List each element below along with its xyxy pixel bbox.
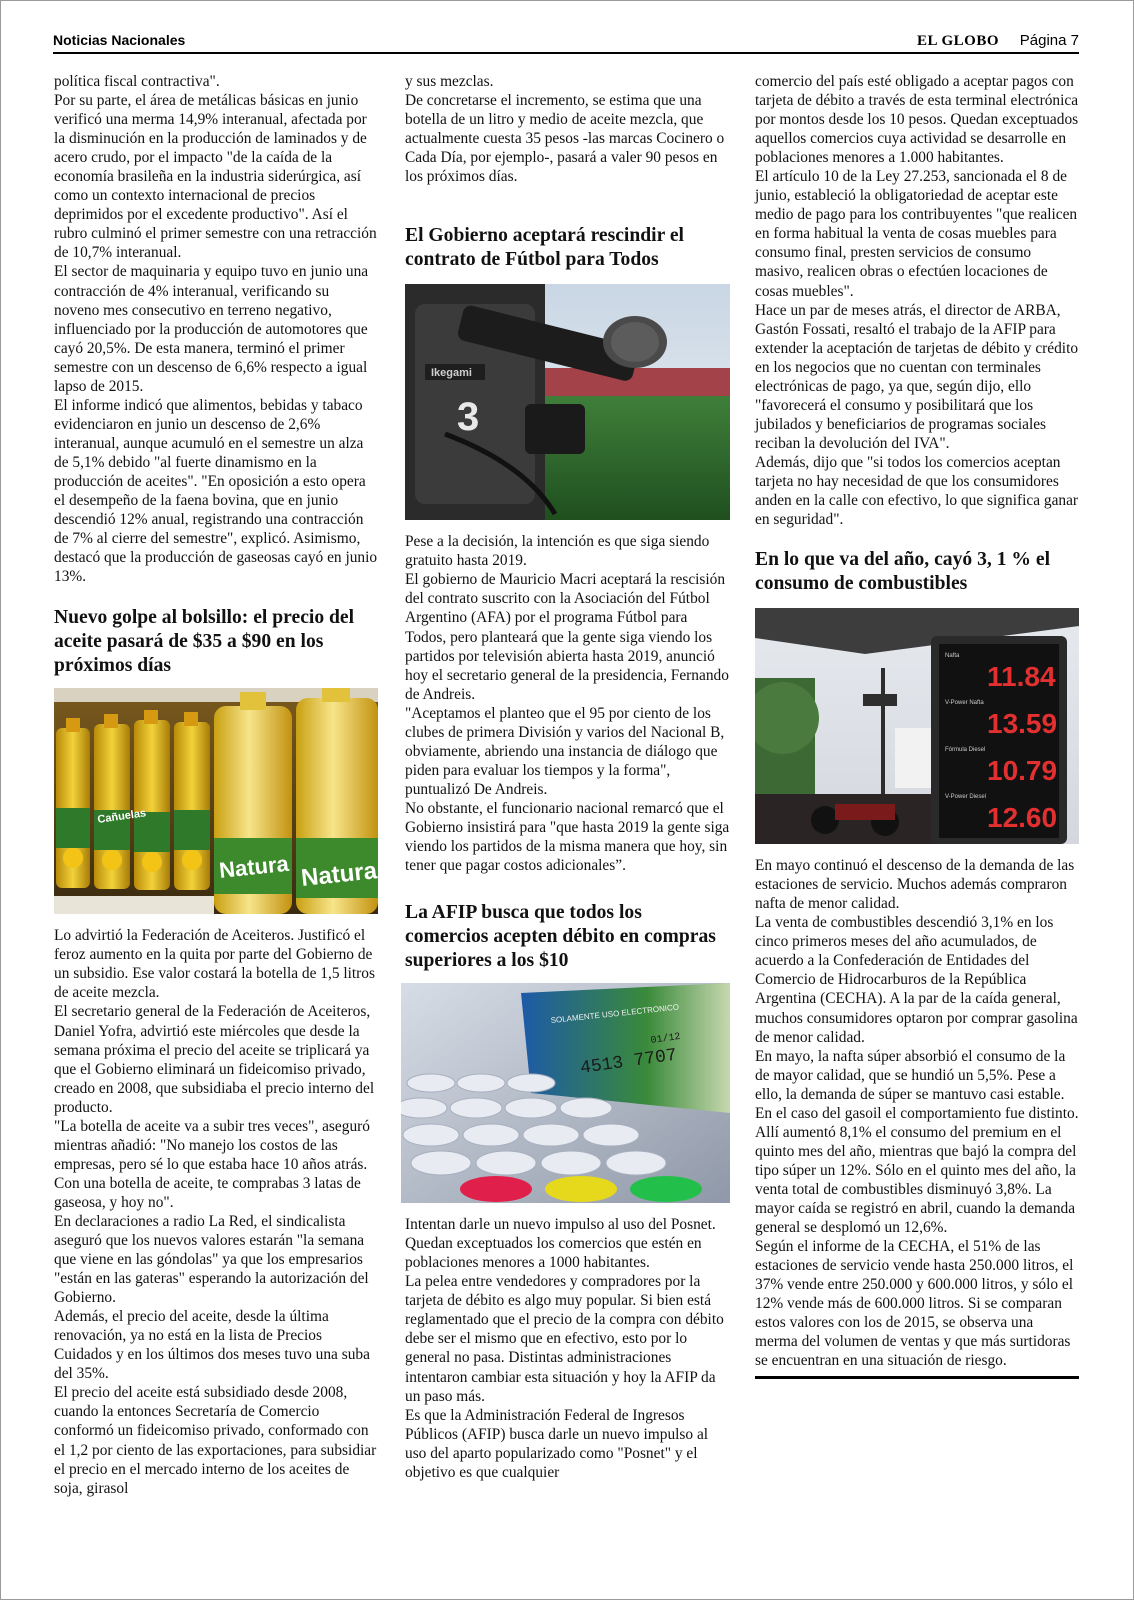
paragraph: El gobierno de Mauricio Macri aceptará la rescisión del contrato suscrito con la Asociación del Fútbol Argentino (AFA) por el programa Fútbol para Todos, pero planteará que la gente siga viendo los partidos por televisión abierta hasta 2019, anunció hoy el secretario general de la presidencia, Fernando de Andreis. — [405, 571, 729, 703]
fuel-label: V-Power Diesel — [945, 794, 987, 801]
card-text: 4513 7707 — [579, 1045, 679, 1080]
paragraph: El artículo 10 de la Ley 27.253, sancionada el 8 de junio, estableció la obligatoriedad de aceptar este medio de pago para los contribuyentes "que realicen en forma habitual la venta de cosas muebles para consumo final, presten servicios de consumo masivo, realicen obras o efectúen locaciones de cosas muebles". — [755, 168, 1078, 300]
bottle-label: Natura — [299, 857, 378, 893]
paragraph: "La botella de aceite va a subir tres veces", aseguró mientras añadió: "No manejo los costos de las empresas, pero sé lo que estaba hace 10 años atrás. Con una botella de aceite, te comprabas 3 latas de gaseosa, y hoy no". — [54, 1117, 370, 1211]
headline-afip: La AFIP busca que todos los comercios acepten débito en compras superiores a los $10 — [405, 902, 716, 972]
fuel-label: Fórmula Diesel — [945, 747, 986, 754]
paragraph: Además, el precio del aceite, desde la última renovación, ya no está en la lista de Precios Cuidados y en los últimos dos meses tuvo una suba del 35%. — [54, 1308, 370, 1383]
paragraph: comercio del país esté obligado a aceptar pagos con tarjeta de débito a través de esta terminal electrónica por montos desde los 10 pesos. Quedan exceptuados aquellos comercios cuya actividad se desarrolle en poblaciones menores a 1.000 habitantes. — [755, 73, 1079, 167]
paragraph: El precio del aceite está subsidiado desde 2008, cuando la entonces Secretaría de Comercio conformó un fideicomiso privado, conformado con el 1,2 por ciento de las exportaciones, para subsidiar el precio en el mercado interno de los aceites de soja, girasol — [54, 1384, 377, 1497]
fuel-price: 12.60 — [987, 802, 1058, 834]
camera-brand: Ikegami — [431, 367, 472, 380]
fuel-label: V-Power Nafta — [945, 700, 984, 707]
paragraph: La venta de combustibles descendió 3,1% en los cinco primeros meses del año acumulados, de acuerdo a la Confederación de Entidades del Comercio de Hidrocarburos de la República Argentina (CECHA). A la par de la caída general, muchos consumidores optaron por comprar gasolina de menor calidad. — [755, 914, 1078, 1046]
paragraph: No obstante, el funcionario nacional remarcó que el Gobierno insistirá para "que hasta 2019 la gente siga viendo los partidos de la misma manera que hoy, sin tener que pagar costos adicionales”. — [405, 799, 730, 875]
camera-number: 3 — [457, 395, 480, 440]
column-3 — [755, 72, 1079, 1379]
bottle-label: Cañuelas — [96, 807, 147, 827]
tv-camera-photo — [405, 284, 730, 520]
card-text: SOLAMENTE USO ELECTRONICO — [550, 1002, 680, 1026]
card-text: 01/12 — [650, 1032, 682, 1048]
paragraph: Lo advirtió la Federación de Aceiteros. Justificó el feroz aumento en la quita por parte del Gobierno de un subsidio. Ese valor costará la botella de 1,5 litros de aceite mezcla. — [54, 927, 375, 1002]
paragraph: En mayo continuó el descenso de la demanda de las estaciones de servicio. Muchos además compraron nafta de menor calidad. — [755, 857, 1075, 913]
paragraph: Por su parte, el área de metálicas básicas en junio verificó una merma 14,9% interanual, afectada por la disminución en la producción de laminados y de acero crudo, por el impacto "de la caída de la economía brasileña en la industria siderúrgica, así como un contexto internacional de precios deprimidos por el excedente productivo". Así el rubro culminó el primer semestre con una retracción de 10,7% interanual. — [54, 92, 377, 262]
headline-fuel: En lo que va del año, cayó 3, 1 % el consumo de combustibles — [755, 549, 1051, 595]
paragraph: El sector de maquinaria y equipo tuvo en junio una contracción de 4% interanual, verificando su noveno mes consecutivo en terreno negativo, influenciado por la producción de automotores que cayó 20,5%. De esta manera, terminó el primer semestre con un descenso de 6,6% respecto a igual lapso de 2015. — [54, 263, 369, 395]
fuel-label: Nafta — [945, 653, 960, 660]
paragraph: En declaraciones a radio La Red, el sindicalista aseguró que los nuevos valores estarán "la semana que viene en las góndolas" ya que los empresarios "están en las gateras" esperando la autorización del Gobierno. — [54, 1212, 369, 1307]
paragraph: En mayo, la nafta súper absorbió el consumo de la de mayor calidad, que se hundió un 5,5%. Pese a ello, la demanda de súper se mantuvo casi estable. — [755, 1047, 1066, 1103]
paragraph: y sus mezclas. — [405, 73, 494, 90]
paragraph: De concretarse el incremento, se estima que una botella de un litro y medio de aceite mezcla, que actualmente cuesta 35 pesos -las marcas Cocinero o Cada Día, por ejemplo-, pasará a valer 90 pesos en los próximos días. — [405, 92, 725, 186]
paragraph: Además, dijo que "si todos los comercios aceptan tarjeta no hay necesidad de que los consumidores anden en la calle con efectivo, lo que significa ganar en seguridad". — [755, 453, 1079, 529]
paragraph: Intentan darle un nuevo impulso al uso del Posnet. Quedan exceptuados los comercios que estén en poblaciones menores a 1000 habitantes. — [405, 1216, 716, 1272]
fuel-price: 11.84 — [987, 661, 1056, 693]
section-title: Noticias Nacionales — [53, 32, 186, 48]
paragraph: Hace un par de meses atrás, el director de ARBA, Gastón Fossati, resaltó el trabajo de la AFIP para extender la aceptación de tarjetas de débito y crédito en los negocios que no cuentan con terminales electrónicas de pago, ya que, según dijo, ello "favorecerá el consumo y posibilitará que los jubilados y beneficiarios de programas sociales reciban la devolución del IVA". — [755, 301, 1079, 452]
oil-bottles-photo — [54, 688, 378, 914]
card-terminal-photo — [401, 983, 730, 1203]
newspaper-name: EL GLOBO — [917, 33, 999, 49]
column-1 — [54, 72, 378, 1498]
paragraph: política fiscal contractiva". — [54, 73, 220, 90]
paragraph: El informe indicó que alimentos, bebidas y tabaco evidenciaron en junio un descenso de 2,6% interanual, aunque acumuló en el semestre un alza de 5,1% debido "al fuerte dinamismo en la producción de aceites". "En oposición a esto opera el desempeño de la faena bovina, que en junio descendió 12% anual, registrando una contracción de 7% al cierre del semestre", explicó. Asimismo, destacó que la producción de gaseosas cayó en junio 13%. — [54, 396, 378, 586]
paragraph: El secretario general de la Federación de Aceiteros, Daniel Yofra, advirtió este miércoles que desde la semana próxima el precio del aceite se triplicará ya que el Gobierno eliminará un fideicomiso privado, creado en 2008, que subsidiaba el precio interno del producto. — [54, 1003, 375, 1116]
headline-futbol: El Gobierno aceptará rescindir el contrato de Fútbol para Todos — [405, 225, 685, 271]
paragraph: Es que la Administración Federal de Ingresos Públicos (AFIP) busca darle un nuevo impulso al uso del aparto popularizado como "Posnet" y el objetivo es que cualquier — [405, 1406, 709, 1481]
end-rule — [755, 1376, 1079, 1379]
paragraph: Según el informe de la CECHA, el 51% de las estaciones de servicio vende hasta 250.000 litros, el 37% vende entre 250.000 y 600.000 litros, y sólo el 12% vende más de 600.000 litros. Si se comparan estos valores con los de 2015, se observa una merma del volumen de ventas y que más surtidoras se encuentran en una situación de riesgo. — [755, 1238, 1074, 1370]
paragraph: "Aceptamos el planteo que el 95 por ciento de los clubes de primera División y varios del Nacional B, obviamente, abriendo una instancia de diálogo que piden para evaluar los tiempos y la forma", puntualizó De Andreis. — [405, 704, 725, 798]
page-number: Página 7 — [1019, 32, 1079, 49]
fuel-price: 10.79 — [987, 755, 1058, 787]
headline-oil-price: Nuevo golpe al bolsillo: el precio del aceite pasará de $35 a $90 en los próximos días — [54, 607, 355, 677]
paragraph: Pese a la decisión, la intención es que siga siendo gratuito hasta 2019. — [405, 533, 710, 570]
column-2 — [405, 72, 730, 1482]
page-header — [53, 30, 1079, 54]
fuel-price-sign-photo — [755, 608, 1079, 844]
bottle-label: Natura — [217, 851, 290, 884]
paragraph: La pelea entre vendedores y compradores por la tarjeta de débito es algo muy popular. Si bien está reglamentado que el precio de la compra con débito debe ser el mismo que en efectivo, esto por lo general no pasa. Distintas administraciones intentaron cambiar esta situación y hoy la AFIP da un paso más. — [405, 1273, 724, 1405]
fuel-price: 13.59 — [987, 708, 1058, 740]
paragraph: En el caso del gasoil el comportamiento fue distinto. Allí aumentó 8,1% el consumo del premium en el quinto mes del año, mientras que bajó la compra del tipo súper un 12%. Sólo en el quinto mes del año, la venta total de combustibles disminuyó 3,8%. La mayor caída se registró en abril, cuando la demanda general se desplomó un 12,6%. — [755, 1104, 1079, 1237]
